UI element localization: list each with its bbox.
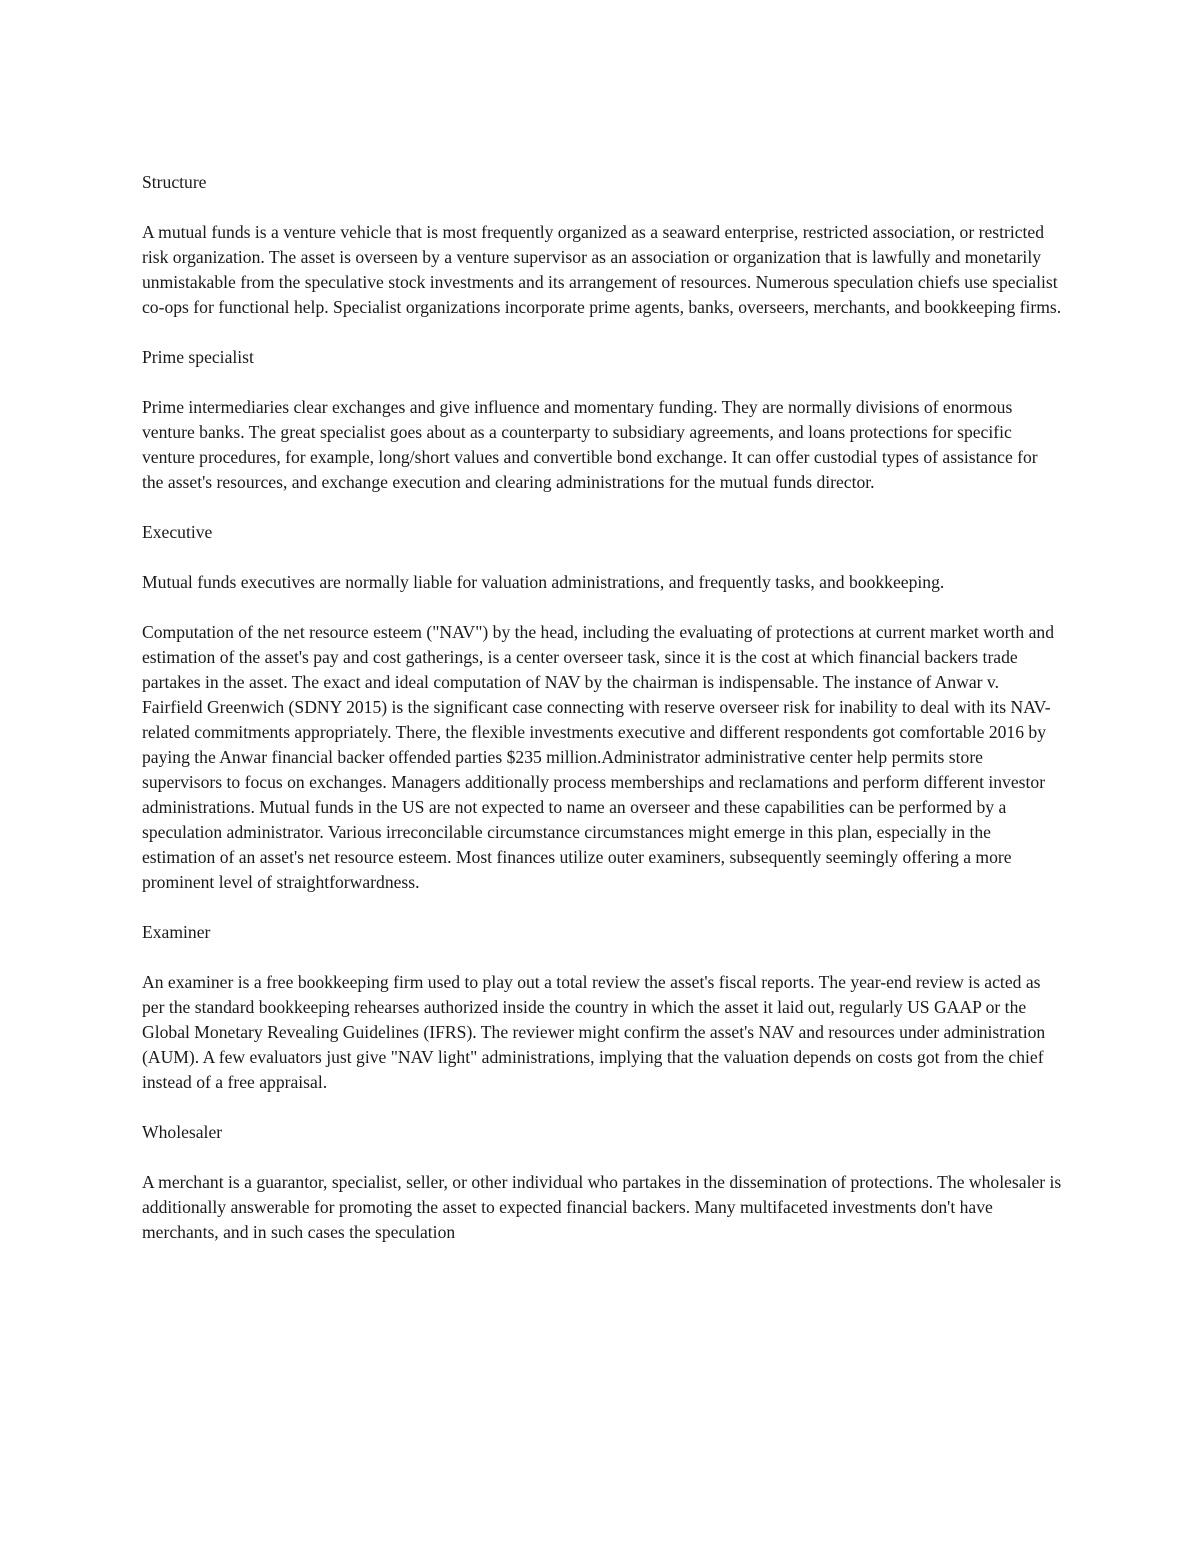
document-body: [142, 170, 1062, 1270]
section-heading-executive: Executive: [142, 522, 213, 542]
section-heading-structure: Structure: [142, 172, 207, 192]
section-heading-wholesaler: Wholesaler: [142, 1122, 223, 1142]
paragraph-wholesaler: A merchant is a guarantor, specialist, seller, or other individual who partakes in the dissemination of protections. The wholesaler is additionally answerable for promoting the asset to expected financial backers. Many multifaceted investments don't have merchants, and in such cases the speculation: [142, 1172, 1062, 1242]
section-heading-prime-specialist: Prime specialist: [142, 347, 254, 367]
paragraph-executive-2: Computation of the net resource esteem ("NAV") by the head, including the evaluating of protections at current market worth and estimation of the asset's pay and cost gatherings, is a center overseer task, since it is the cost at which financial backers trade partakes in the asset. The exact and ideal computation of NAV by the chairman is indispensable. The instance of Anwar v. Fairfield Greenwich (SDNY 2015) is the significant case connecting with reserve overseer risk for inability to deal with its NAV-related commitments appropriately. There, the flexible investments executive and different respondents got comfortable 2016 by paying the Anwar financial backer offended parties $235 million.Administrator administrative center help permits store supervisors to focus on exchanges. Managers additionally process memberships and reclamations and perform different investor administrations. Mutual funds in the US are not expected to name an overseer and these capabilities can be performed by a speculation administrator. Various irreconcilable circumstance circumstances might emerge in this plan, especially in the estimation of an asset's net resource esteem. Most finances utilize outer examiners, subsequently seemingly offering a more prominent level of straightforwardness.: [142, 622, 1055, 892]
paragraph-prime-specialist: Prime intermediaries clear exchanges and give influence and momentary funding. They are normally divisions of enormous venture banks. The great specialist goes about as a counterparty to subsidiary agreements, and loans protections for specific venture procedures, for example, long/short values and convertible bond exchange. It can offer custodial types of assistance for the asset's resources, and exchange execution and clearing administrations for the mutual funds director.: [142, 397, 1038, 492]
paragraph-structure: A mutual funds is a venture vehicle that is most frequently organized as a seaward enterprise, restricted association, or restricted risk organization. The asset is overseen by a venture supervisor as an association or organization that is lawfully and monetarily unmistakable from the speculative stock investments and its arrangement of resources. Numerous speculation chiefs use specialist co-ops for functional help. Specialist organizations incorporate prime agents, banks, overseers, merchants, and bookkeeping firms.: [142, 222, 1062, 317]
section-heading-examiner: Examiner: [142, 922, 211, 942]
paragraph-executive-1: Mutual funds executives are normally liable for valuation administrations, and frequently tasks, and bookkeeping.: [142, 572, 945, 592]
paragraph-examiner: An examiner is a free bookkeeping firm used to play out a total review the asset's fiscal reports. The year-end review is acted as per the standard bookkeeping rehearses authorized inside the country in which the asset it laid out, regularly US GAAP or the Global Monetary Revealing Guidelines (IFRS). The reviewer might confirm the asset's NAV and resources under administration (AUM). A few evaluators just give "NAV light" administrations, implying that the valuation depends on costs got from the chief instead of a free appraisal.: [142, 972, 1046, 1092]
